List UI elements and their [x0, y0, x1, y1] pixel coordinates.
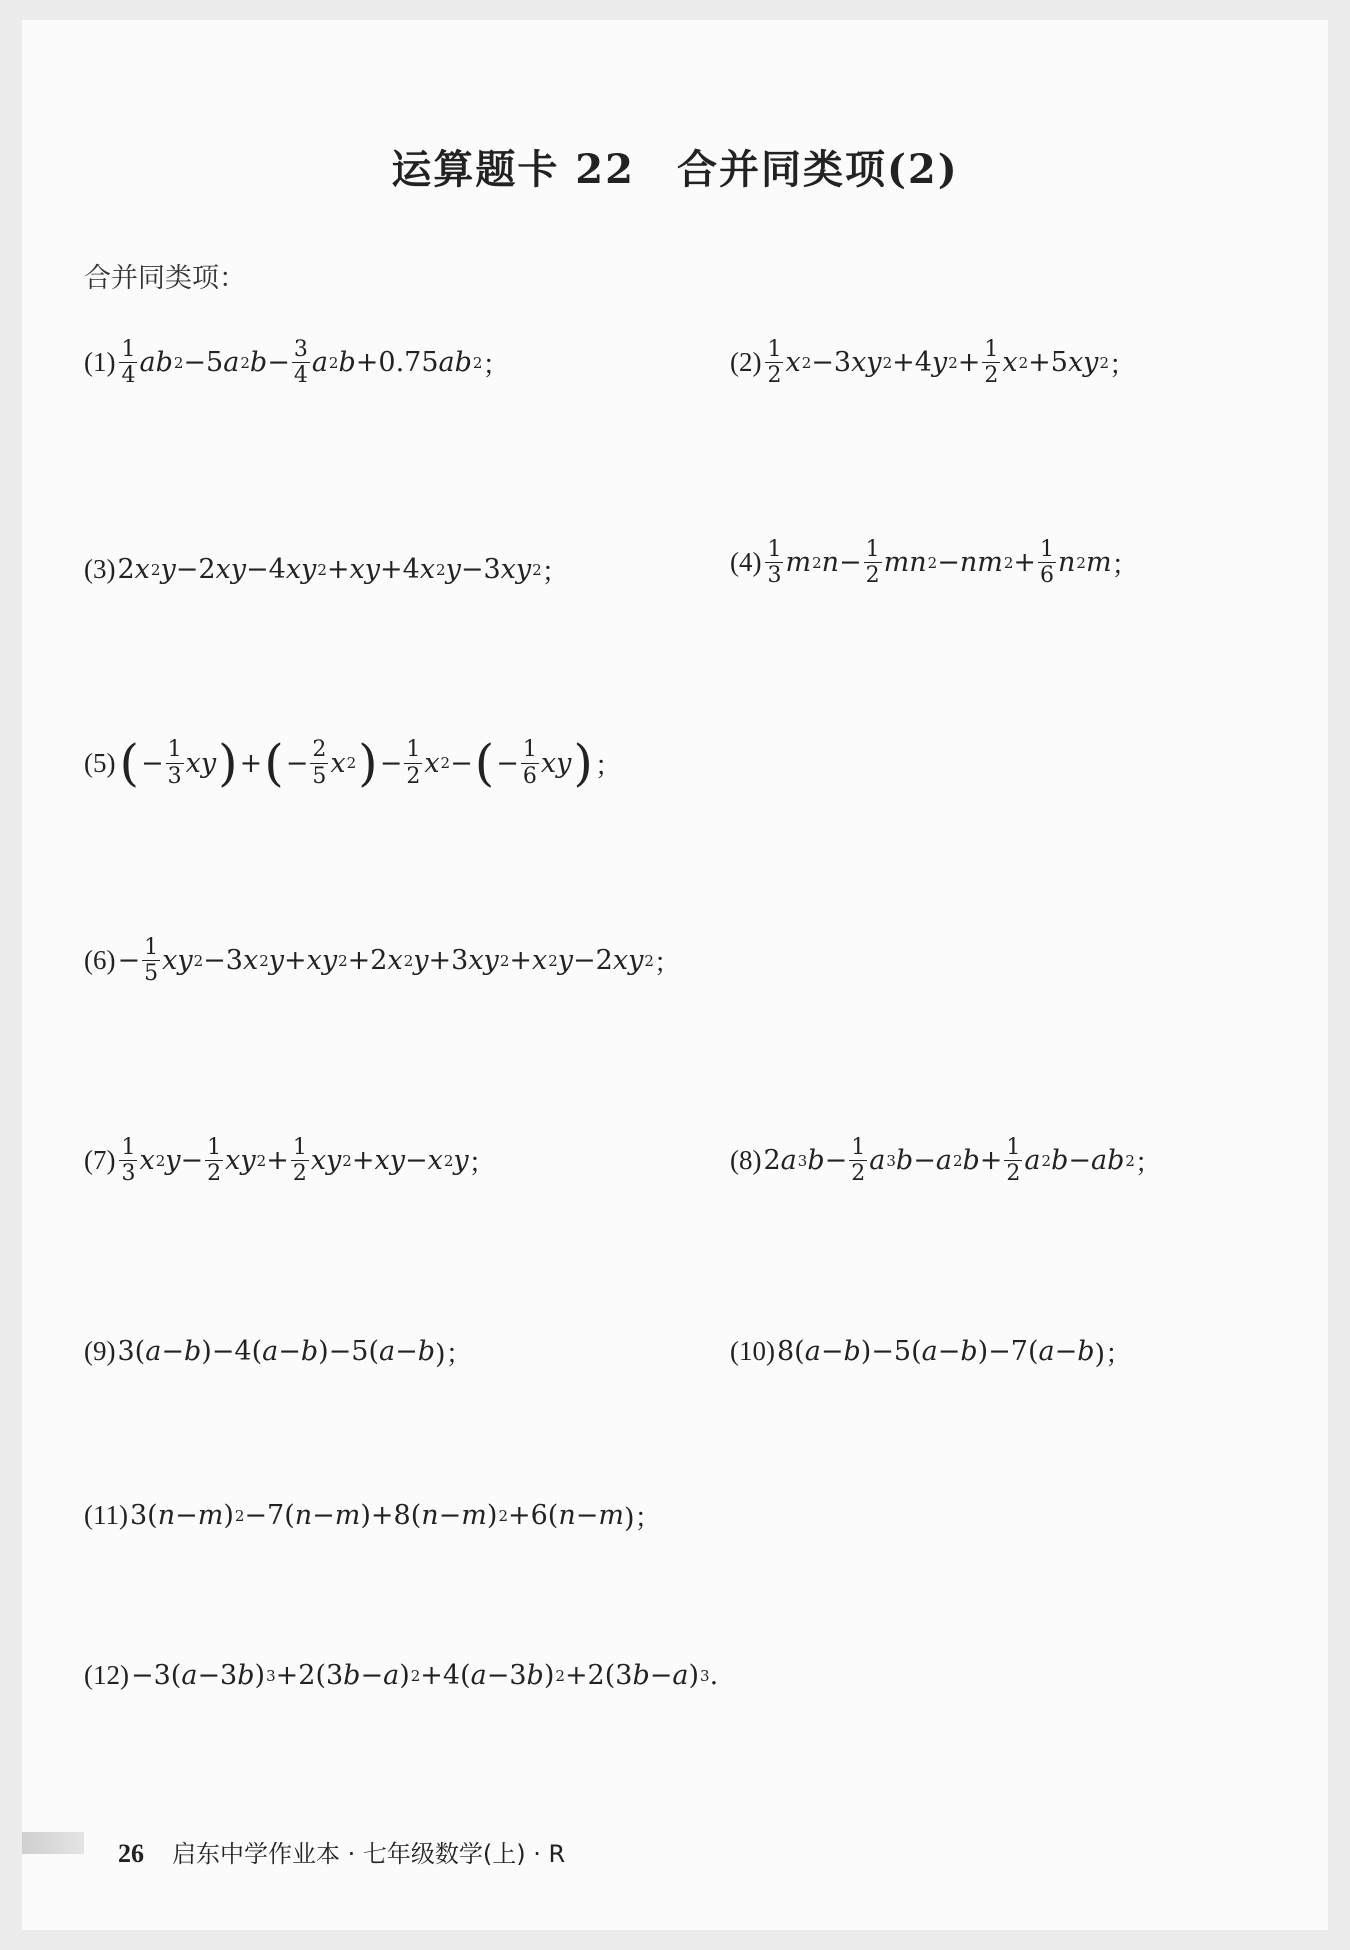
problem-6: (6) − $\frac{1}{5}$ xy 2 −3 x 2 y + xy 2 +2 x 2 y +3 xy 2 + x 2 y −2 xy 2 ；: [84, 935, 681, 987]
fraction: $\frac{1}{3}$: [121, 1135, 136, 1187]
problem-11: (11) 3( n − m ) 2 −7( n − m )+8( n − m ) 2 +6( n − m )；: [84, 1500, 662, 1534]
page-title: 运算题卡 22 合并同类项(2): [391, 146, 959, 193]
problem-3: (3) 2 x 2 y −2 xy −4 xy 2 + xy +4 x 2 y −3 xy 2 ；: [84, 554, 569, 588]
problem-label: (2): [730, 347, 762, 378]
page-footer: [118, 1834, 565, 1869]
problem-5: (5) ( − $\frac{1}{3}$ xy ) + ( − $\frac{2}{5}$ x 2 ) − $\frac{1}{2}$ x 2 − ( − $\frac{1}{6}$ xy ) ；: [84, 734, 622, 792]
instruction: 合并同类项：: [84, 263, 246, 294]
page-number: 26: [118, 1839, 144, 1868]
problem-label: (4): [730, 547, 762, 578]
fraction: $\frac{1}{2}$: [851, 1135, 866, 1187]
footer-decoration-bar: [22, 1832, 84, 1854]
problem-label: (9): [84, 1336, 116, 1366]
problem-12: (12) −3( a −3 b ) 3 +2(3 b − a ) 2 +4( a −3 b ) 2 +2(3 b − a ) 3 .: [84, 1660, 719, 1691]
problem-1: (1) $\frac{1}{4}$ ab 2 −5 a 2 b − $\frac{3}{4}$ a 2 b +0.75 ab 2 ；: [84, 337, 510, 389]
problem-10: (10) 8( a − b )−5( a − b )−7( a − b )；: [730, 1336, 1133, 1370]
problem-label: (12): [84, 1660, 129, 1690]
fraction: $\frac{1}{2}$: [984, 337, 999, 389]
problem-label: (10): [730, 1336, 775, 1366]
fraction: $\frac{1}{6}$: [522, 737, 537, 789]
fraction: $\frac{1}{2}$: [865, 537, 880, 589]
fraction: $\frac{2}{5}$: [312, 737, 327, 789]
fraction: $\frac{1}{2}$: [207, 1135, 222, 1187]
problem-7: (7) $\frac{1}{3}$ x 2 y − $\frac{1}{2}$ xy 2 + $\frac{1}{2}$ xy 2 + xy − x 2 y ；: [84, 1135, 496, 1187]
fraction: $\frac{1}{2}$: [292, 1135, 307, 1187]
problem-9: (9) 3( a − b )−4( a − b )−5( a − b )；: [84, 1336, 473, 1370]
fraction: $\frac{1}{2}$: [767, 337, 782, 389]
fraction: $\frac{1}{2}$: [1006, 1135, 1021, 1187]
problem-4: (4) $\frac{1}{3}$ m 2 n − $\frac{1}{2}$ mn 2 − nm 2 + $\frac{1}{6}$ n 2 m ；: [730, 537, 1139, 589]
problem-label: (7): [84, 1145, 116, 1176]
fraction: $\frac{1}{4}$: [121, 337, 136, 389]
fraction: $\frac{1}{3}$: [167, 737, 182, 789]
problem-label: (5): [84, 747, 116, 778]
problem-label: (3): [84, 554, 116, 584]
worksheet-page: [22, 20, 1328, 1930]
fraction: $\frac{1}{3}$: [767, 537, 782, 589]
problem-label: (8): [730, 1145, 762, 1176]
problem-label: (11): [84, 1500, 128, 1530]
problem-label: (1): [84, 347, 116, 378]
fraction: $\frac{1}{6}$: [1040, 537, 1054, 589]
problem-8: (8) 2 a 3 b − $\frac{1}{2}$ a 3 b − a 2 b + $\frac{1}{2}$ a 2 b − ab 2 ；: [730, 1135, 1162, 1187]
problem-label: (6): [84, 945, 116, 976]
problem-2: (2) $\frac{1}{2}$ x 2 −3 xy 2 +4 y 2 + $\frac{1}{2}$ x 2 +5 xy 2 ；: [730, 337, 1136, 389]
fraction: $\frac{3}{4}$: [293, 337, 308, 389]
fraction: $\frac{1}{5}$: [144, 935, 159, 987]
book-title: 启东中学作业本 · 七年级数学(上) · R: [172, 1840, 566, 1868]
fraction: $\frac{1}{2}$: [406, 737, 421, 789]
